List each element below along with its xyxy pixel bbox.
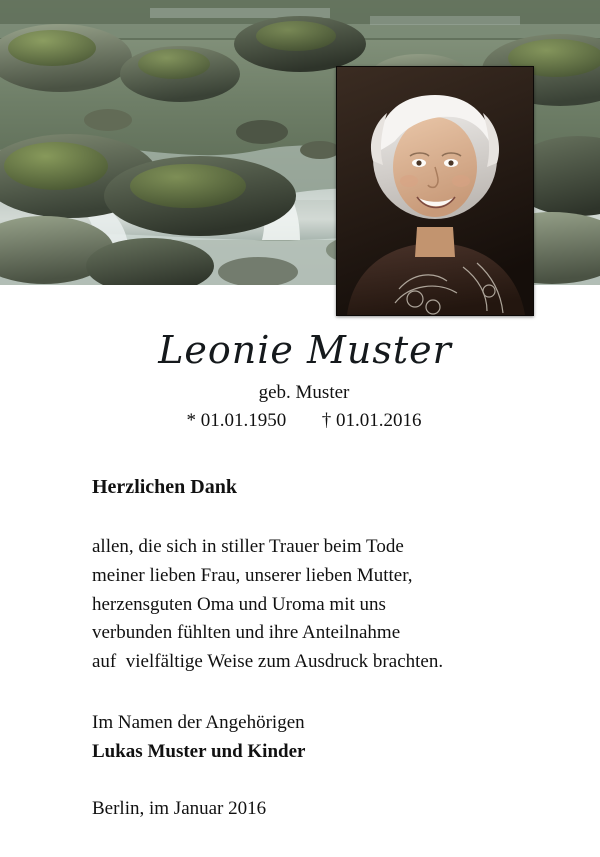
memorial-text [0, 330, 600, 820]
deceased-name: Leonie Muster [158, 328, 452, 372]
born-name: geb. Muster [258, 381, 350, 403]
paragraph-line: verbunden fühlten und ihre Anteilnahme [92, 622, 401, 644]
paragraph-line: allen, die sich in stiller Trauer beim Tode [92, 535, 404, 557]
thanks-heading: Herzlichen Dank [92, 475, 237, 498]
portrait-photo [336, 66, 534, 316]
family-line: Lukas Muster und Kinder [92, 740, 306, 762]
paragraph-line: meiner lieben Frau, unserer lieben Mutter, [92, 564, 413, 586]
closing-block [92, 709, 562, 766]
death-date: 01.01.2016 [336, 409, 422, 431]
thanks-paragraph [92, 533, 562, 677]
paragraph-line: herzensguten Oma und Uroma mit uns [92, 593, 386, 615]
place-and-date: Berlin, im Januar 2016 [92, 798, 267, 820]
life-dates [0, 410, 600, 432]
closing-line: Im Namen der Angehörigen [92, 712, 305, 734]
birth-symbol: * [186, 409, 196, 431]
death-symbol: † [321, 409, 332, 431]
paragraph-line: auf vielfältige Weise zum Ausdruck brachten. [92, 651, 444, 673]
birth-date: 01.01.1950 [200, 409, 287, 431]
body-block [0, 432, 562, 820]
portrait-illustration [337, 67, 533, 315]
